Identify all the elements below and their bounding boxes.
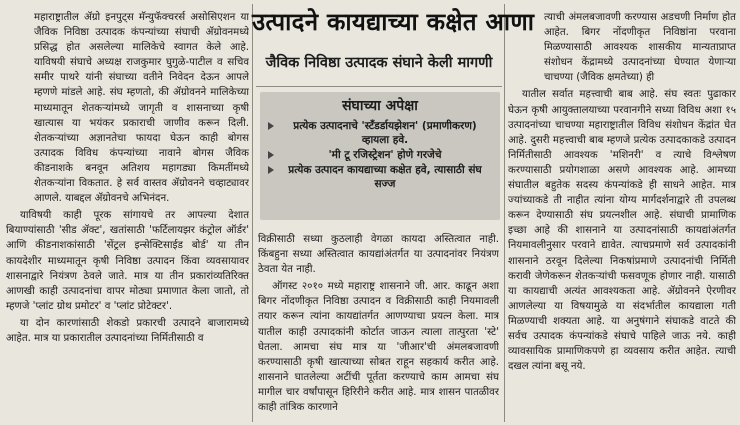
paragraph: महाराष्ट्रातील ॲग्रो इनपुट्स मॅन्युफॅक्चरर्स असोसिएशन या जैविक निविष्ठा उत्पादक कंपन्यांच्या संघाची ॲग्रोवनमध्ये प्रसिद्ध होत असलेल्या मालिकेचे स्वागत केले आहे. याविषयी संघाचे अध्यक्ष राजकुमार घुगुळे-पाटील व सचिव समीर पाथरे यांनी संघाच्या वतीने निवेदन देऊन आपले म्हणणे मांडले आहे. संघ म्हणतो, की ॲग्रोवनने मालिकेच्या माध्यमातून शेतकऱ्यांमध्ये जागृती व शासनाच्या कृषी खात्यास या भयंकर प्रकाराची जाणीव करून दिली. शेतकऱ्यांच्या अज्ञानतेचा फायदा घेऊन काही बोगस उत्पादक विविध कंपन्यांच्या नावाने बोगस जैविक कीडनाशके बनवून अतिशय महागड्या किमतींमध्ये शेतकऱ्यांना विकतात. हे सर्व वास्तव ॲग्रोवनने चव्हाट्यावर आणले. याबद्दल ॲग्रोवनचे अभिनंदन. [34,12,249,205]
paragraph: त्याची अंमलबजावणी करण्यास अडचणी निर्माण होत आहेत. बिगर नोंदणीकृत निविष्ठांना परवाना मिळण्यासाठी आवश्यक शासकीय मान्यताप्राप्त संशोधन केंद्रामध्ये उत्पादनांच्या घेण्यात येणाऱ्या चाचण्या (जैविक क्षमतेच्या) ही [544,12,736,84]
paragraph: ऑगस्ट २०१० मध्ये महाराष्ट्र शासनाने जी. आर. काढून अशा बिगर नोंदणीकृत निविष्ठा उत्पादन व विक्रीसाठी काही नियमावली तयार करून त्यांना कायद्यांतर्गत आणण्याचा प्रयत्न केला. मात्र यातील काही उत्पादकांनी कोर्टात जाऊन त्याला तात्पुरता 'स्टे' घेतला. आमचा संघ मात्र या 'जीआर'ची अंमलबजावणी करण्यासाठी कृषी खात्याच्या सोबत राहून सहकार्य करीत आहे. शासनाने घातलेल्या अटींची पूर्तता करण्याचे काम आमचा संघ मागील चार वर्षांपासून हिरिरीने करीत आहे. मात्र शासन पातळीवर काही तांत्रिक कारणाने [258,281,499,414]
article-column-middle [258,232,499,422]
demands-list [260,119,500,191]
triangle-bullet-icon [268,151,274,159]
demands-box [260,92,500,220]
headline: उत्पादने कायद्याच्या कक्षेत आणा [252,7,535,36]
paragraph: या दोन कारणांसाठी शेकडो प्रकारची उत्पादने बाजारामध्ये आहेत. मात्र या प्रकारातील उत्पादनांच्या निर्मितीसाठी व [6,317,249,344]
demand-text: 'मी टू रजिस्ट्रेशन' होणे गरजेचे [328,149,442,161]
demand-text: प्रत्येक उत्पादन कायद्याच्या कक्षेत हवे, त्यासाठी संघ सज्ज [288,164,482,190]
demands-list-item [268,119,492,147]
triangle-bullet-icon [268,166,274,174]
article-column-left [6,10,249,422]
paragraph: याविषयी काही पूरक सांगायचे तर आपल्या देशात बियाण्यांसाठी 'सीड ॲक्ट', खतांसाठी 'फर्टिलायझर कंट्रोल ऑर्डर' आणि कीडनाशकांसाठी 'सेंट्रल इन्सेक्टिसाईड बोर्ड' या तीन कायदेशीर माध्यमातून कृषी निविष्ठा उत्पादन किंवा व्यवसायावर शासनाद्वारे नियंत्रण ठेवले जाते. मात्र या तीन प्रकारांव्यतिरिक्त आणखी काही उत्पादनांचा वापर मोठ्या प्रमाणात केला जातो, तो म्हणजे 'प्लांट ग्रोथ प्रमोटर' व 'प्लांट प्रोटेक्टर'. [6,210,249,312]
paragraph: विक्रीसाठी सध्या कुठलाही वेगळा कायदा अस्तित्वात नाही. किंबहुना सध्या अस्तित्वात कायद्यांअंतर्गत या उत्पादनांवर नियंत्रण ठेवता येत नाही. [258,234,499,276]
demands-list-item [268,163,492,191]
headline-rule [256,86,502,87]
subheadline: जैविक निविष्ठा उत्पादक संघाने केली मागणी [265,55,493,71]
article-column-right [508,10,736,422]
demands-box-title: संघाच्या अपेक्षा [342,98,418,114]
demand-text: प्रत्येक उत्पादनाचे 'स्टॅंडर्डायझेशन' (प्रमाणीकरण) व्हायला हवे. [293,120,477,146]
paragraph: यातील सर्वात महत्त्वाची बाब आहे. संघ स्वतः पुढाकार घेऊन कृषी आयुक्तालयाच्या परवानगीने सध्या विविध अशा १५ उत्पादनांच्या चाचण्या महाराष्ट्रातील विविध संशोधन केंद्रांत घेत आहे. दुसरी महत्त्वाची बाब म्हणजे प्रत्येक उत्पादकाकडे उत्पादन निर्मितीसाठी आवश्यक 'मशिनरी' व त्याचे विश्लेषण करण्यासाठी प्रयोगशाळा असणे आवश्यक आहे. आमच्या संघातील बहुतेक सदस्य कंपन्यांकडे ही साधने आहेत. मात्र ज्यांच्याकडे ती नाहीत त्यांना योग्य मार्गदर्शनाद्वारे ती उपलब्ध करून देण्यासाठी संघ प्रयत्नशील आहे. संघाची प्रामाणिक इच्छा आहे की शासनाने या उत्पादनांसाठी कायद्यांअंतर्गत नियमावलीनुसार परवाने द्यावेत. त्याचप्रमाणे सर्व उत्पादकांनी शासनाने ठरवून दिलेल्या निकषांप्रमाणे उत्पादनांची निर्मिती करावी जेणेकरून शेतकऱ्यांची फसवणूक होणार नाही. यासाठी या कायद्याची अत्यंत आवश्यकता आहे. ॲग्रोवनने ऐरणीवर आणलेल्या या विषयामुळे या संदर्भातील कायद्याला गती मिळण्याची शक्यता आहे. या अनुषंगाने संघाकडे वाटते की सर्वच उत्पादक कंपन्यांकडे संघाचे पाहिले जाऊ नये. काही व्यावसायिक प्रामाणिकपणे हा व्यवसाय करीत आहेत. त्याची दखल त्यांना बसू नये. [508,89,736,373]
headline-block [252,5,535,85]
demands-list-item [268,148,492,162]
triangle-bullet-icon [268,122,274,130]
